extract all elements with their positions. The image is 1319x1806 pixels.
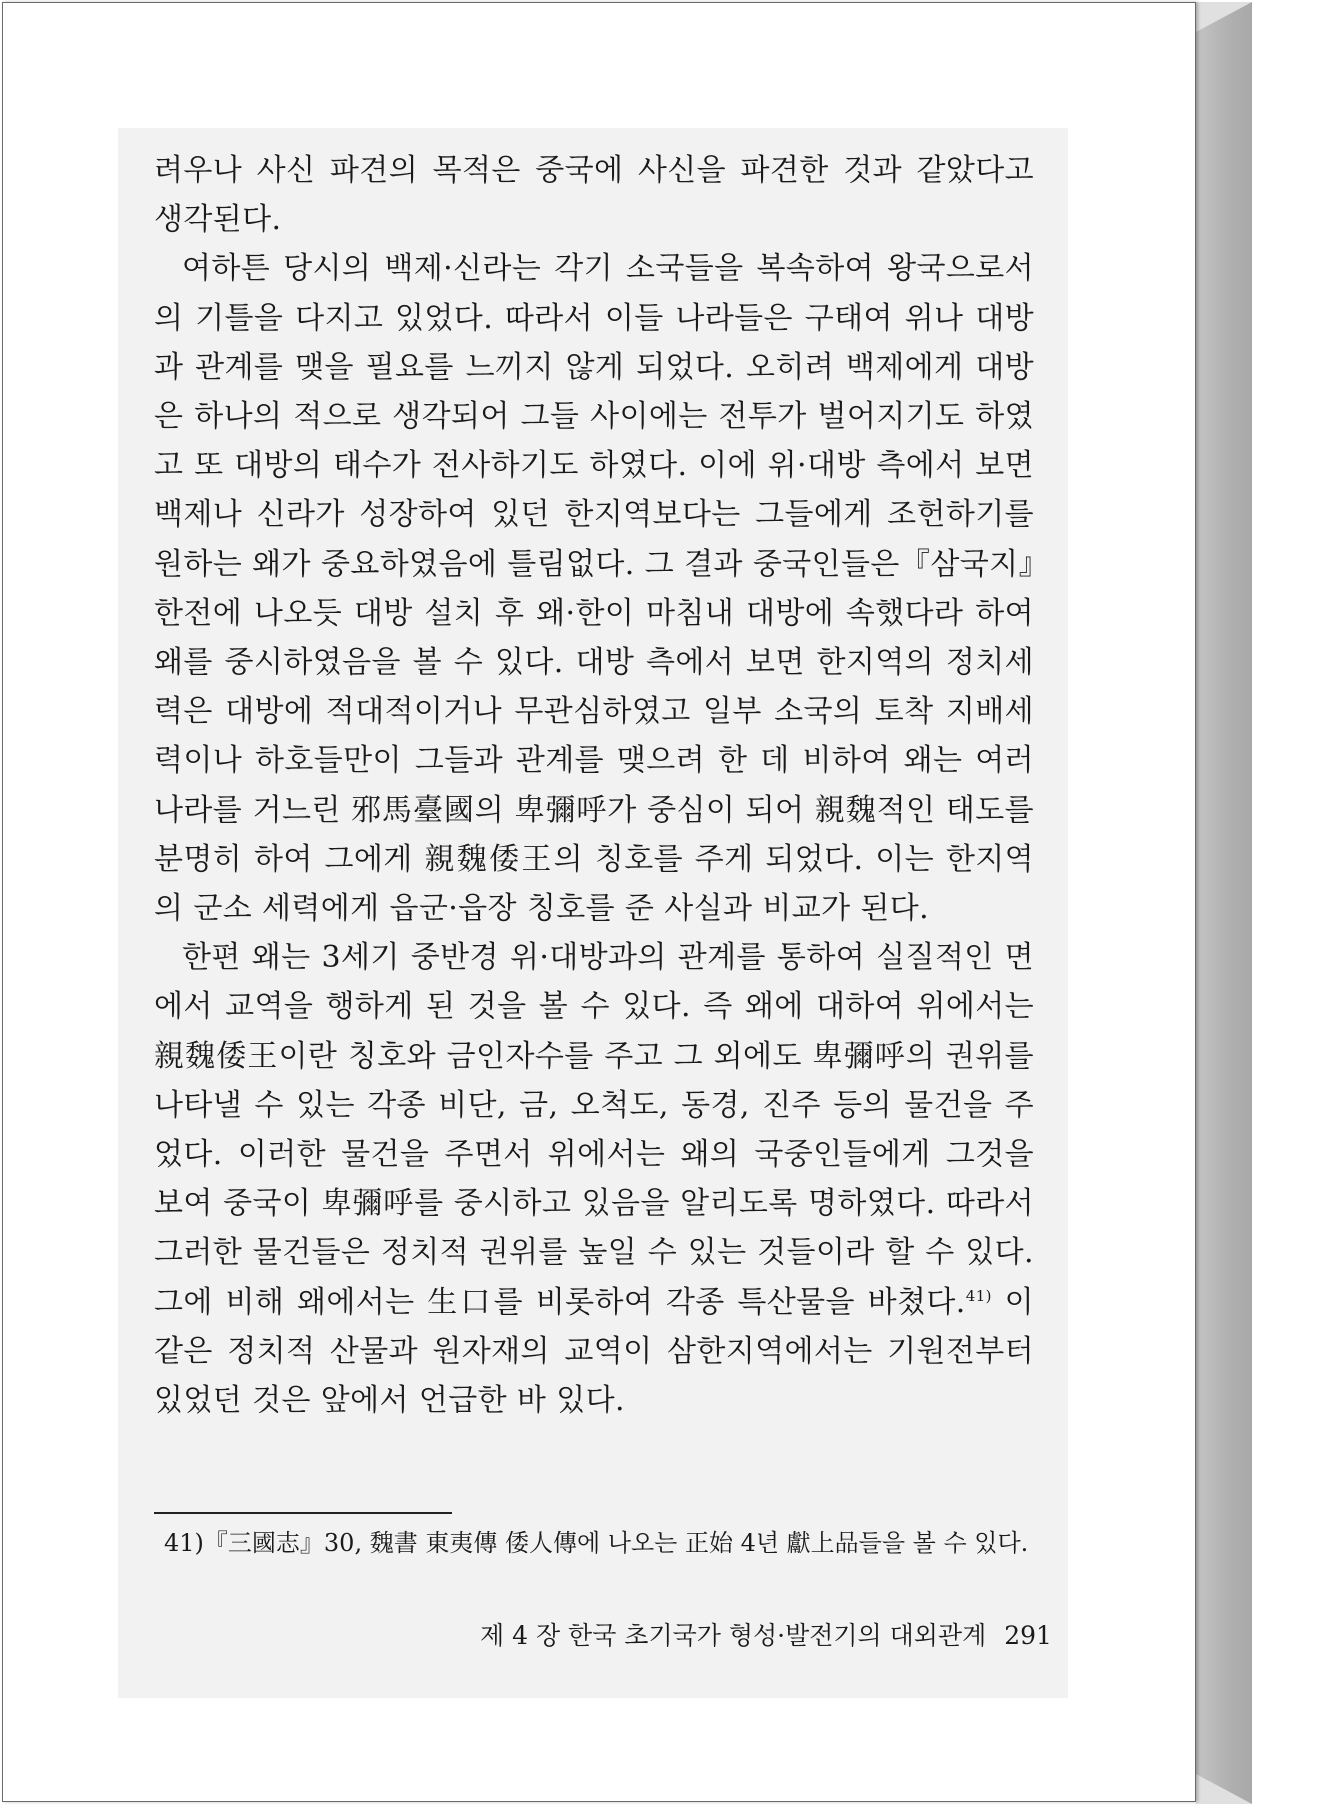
book-bottom-bevel xyxy=(1196,1774,1252,1804)
paragraph-wa-trade-end: 이 같은 정치적 산물과 원자재의 교역이 삼한지역에서는 기원전부터 있었던 것은 앞에서 언급한 바 있다. xyxy=(154,1284,1035,1419)
book-spine-edge xyxy=(1196,2,1252,1804)
paragraph-wa-trade-text: 한편 왜는 3세기 중반경 위·대방과의 관계를 통하여 실질적인 면에서 교역을 행하게 된 것을 볼 수 있다. 즉 왜에 대하여 위에서는 親魏倭王이란 칭호와 금인자수를 주고 그 외에도 卑彌呼의 권위를 나타낼 수 있는 각종 비단, 금, 오척도, 동경, 진주 등의 물건을 주었다. 이러한 물건을 주면서 위에서는 왜의 국중인들에게 그것을 보여 중국이 卑彌呼를 중시하고 있음을 알리도록 명하였다. 따라서 그러한 물건들은 정치적 권위를 높일 수 있는 것들이라 할 수 있다. 그에 비해 왜에서는 生口를 비롯하여 각종 특산물을 바쳤다. xyxy=(154,940,1034,1320)
running-footer xyxy=(480,1616,1052,1652)
paragraph-wa-trade xyxy=(154,933,1034,1425)
footnote-reference: 41) xyxy=(965,1286,992,1305)
book-top-bevel xyxy=(1196,2,1252,32)
paragraph-relations-with-wei: 여하튼 당시의 백제·신라는 각기 소국들을 복속하여 왕국으로서의 기틀을 다지고 있었다. 따라서 이들 나라들은 구태여 위나 대방과 관계를 맺을 필요를 느끼지 않게 되었다. 오히려 백제에게 대방은 하나의 적으로 생각되어 그들 사이에는 전투가 벌어지기도 하였고 또 대방의 태수가 전사하기도 하였다. 이에 위·대방 측에서 보면 백제나 신라가 성장하여 있던 한지역보다는 그들에게 조헌하기를 원하는 왜가 중요하였음에 틀림없다. 그 결과 중국인들은『삼국지』한전에 나오듯 대방 설치 후 왜·한이 마침내 대방에 속했다라 하여 왜를 중시하였음을 볼 수 있다. 대방 측에서 보면 한지역의 정치세력은 대방에 적대적이거나 무관심하였고 일부 소국의 토착 지배세력이나 하호들만이 그들과 관계를 맺으려 한 데 비하여 왜는 여러 나라를 거느린 邪馬臺國의 卑彌呼가 중심이 되어 親魏적인 태도를 분명히 하여 그에게 親魏倭王의 칭호를 주게 되었다. 이는 한지역의 군소 세력에게 읍군·읍장 칭호를 준 사실과 비교가 된다. xyxy=(154,251,1034,927)
body-text xyxy=(154,146,1034,1425)
footnote-divider xyxy=(154,1512,452,1514)
footnote-41: 41)『三國志』30, 魏書 東夷傳 倭人傳에 나오는 正始 4년 獻上品들을 볼 수 있다. xyxy=(164,1529,1029,1557)
paragraph-continued: 려우나 사신 파견의 목적은 중국에 사신을 파견한 것과 같았다고 생각된다. xyxy=(154,153,1034,238)
chapter-title: 제 4 장 한국 초기국가 형성·발전기의 대외관계 xyxy=(480,1621,987,1650)
page-number: 291 xyxy=(1004,1621,1052,1650)
